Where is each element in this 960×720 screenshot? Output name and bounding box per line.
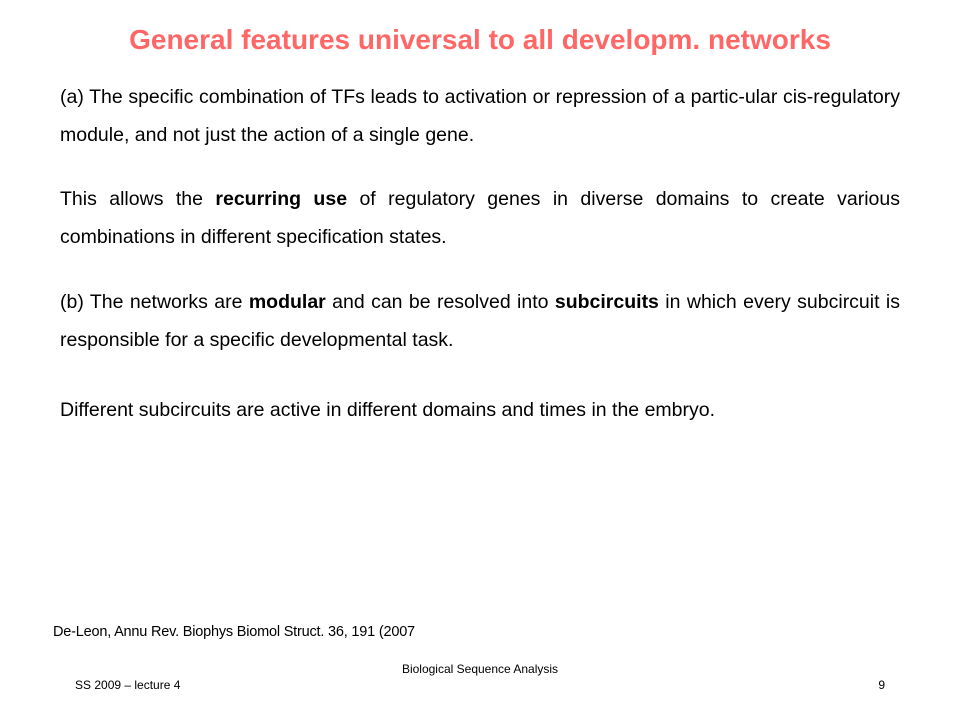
slide-title: General features universal to all developm. networks	[129, 24, 831, 55]
paragraph-a	[60, 78, 900, 154]
emphasis-modular: modular	[248, 291, 326, 313]
paragraph-recurring-use-before: This allows the	[60, 188, 216, 210]
paragraph-subcircuits-active	[60, 391, 900, 429]
paragraph-a-text: (a) The specific combination of TFs leads to activation or repression of a partic-ular cis-regulatory module, and not just the action of a single gene.	[60, 86, 900, 146]
footer-page-number: 9	[878, 678, 885, 692]
paragraph-b	[60, 283, 900, 359]
footer-course-title: Biological Sequence Analysis	[401, 662, 559, 676]
footer-lecture-label: SS 2009 – lecture 4	[75, 678, 181, 692]
paragraph-b-middle: and can be resolved into	[325, 291, 555, 313]
emphasis-recurring-use: recurring use	[215, 188, 348, 210]
paragraph-recurring-use	[60, 180, 900, 256]
reference-citation: De-Leon, Annu Rev. Biophys Biomol Struct. 36, 191 (2007	[53, 624, 415, 640]
paragraph-b-after: in which every subcircuit is responsible for a specific developmental task.	[60, 291, 900, 351]
paragraph-subcircuits-active-text: Different subcircuits are active in different domains and times in the embryo.	[60, 399, 716, 421]
paragraph-b-before: (b) The networks are	[60, 291, 249, 313]
emphasis-subcircuits: subcircuits	[554, 291, 659, 313]
paragraph-recurring-use-after: of regulatory genes in diverse domains to create various combinations in different specification states.	[60, 188, 900, 248]
